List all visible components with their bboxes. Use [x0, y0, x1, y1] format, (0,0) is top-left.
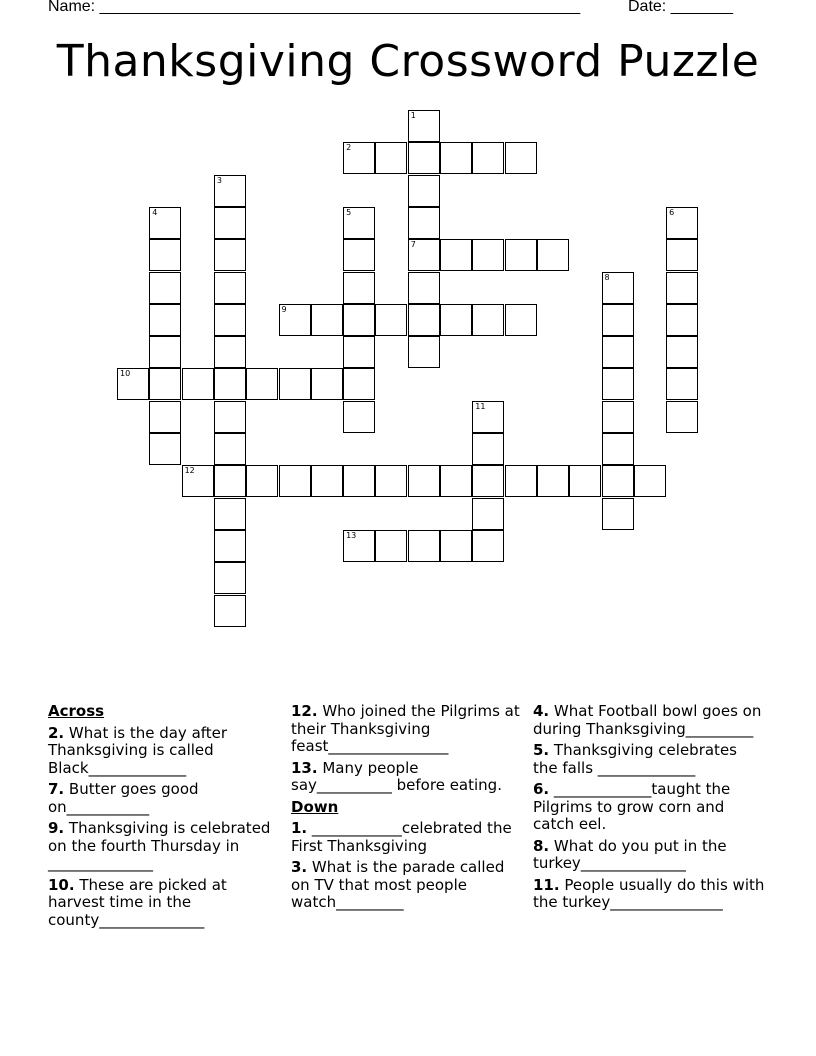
clue-down-4: 4. What Football bowl goes on during Thanksgiving_________: [533, 702, 762, 738]
grid-cell[interactable]: [214, 239, 246, 271]
grid-cell[interactable]: [505, 304, 537, 336]
grid-cell[interactable]: [472, 530, 504, 562]
grid-cell[interactable]: [408, 465, 440, 497]
grid-cell[interactable]: [537, 239, 569, 271]
grid-cell[interactable]: [472, 498, 504, 530]
grid-cell[interactable]: [375, 142, 407, 174]
grid-cell[interactable]: [214, 530, 246, 562]
grid-cell[interactable]: [311, 368, 343, 400]
grid-cell[interactable]: [214, 304, 246, 336]
page-title: Thanksgiving Crossword Puzzle: [56, 36, 760, 87]
grid-cell[interactable]: [343, 336, 375, 368]
grid-cell[interactable]: [440, 142, 472, 174]
clue-number: 8: [604, 272, 610, 282]
clues-column-3: [533, 703, 765, 916]
grid-cell[interactable]: [602, 272, 634, 304]
down-heading: Down: [291, 797, 339, 816]
grid-cell[interactable]: [149, 336, 181, 368]
grid-cell[interactable]: [343, 465, 375, 497]
grid-cell[interactable]: [182, 368, 214, 400]
grid-cell[interactable]: [472, 239, 504, 271]
grid-cell[interactable]: [279, 368, 311, 400]
grid-cell[interactable]: [408, 304, 440, 336]
grid-cell[interactable]: [634, 465, 666, 497]
grid-cell[interactable]: [440, 465, 472, 497]
clue-down-8: 8. What do you put in the turkey______________: [533, 836, 727, 872]
clue-down-1: 1. ____________celebrated the First Thanksgiving: [291, 819, 512, 855]
grid-cell[interactable]: [666, 272, 698, 304]
clue-down-11: 11. People usually do this with the turkey_______________: [533, 875, 765, 911]
grid-cell[interactable]: [214, 498, 246, 530]
grid-cell[interactable]: [602, 401, 634, 433]
grid-cell[interactable]: [602, 433, 634, 465]
grid-cell[interactable]: [214, 595, 246, 627]
clue-number: 5: [346, 207, 352, 217]
grid-cell[interactable]: [246, 465, 278, 497]
clue-across-10: 10. These are picked at harvest time in the county______________: [48, 875, 227, 929]
clues-column-2: [291, 703, 523, 916]
grid-cell[interactable]: [214, 433, 246, 465]
grid-cell[interactable]: [343, 401, 375, 433]
grid-cell[interactable]: [149, 401, 181, 433]
grid-cell[interactable]: [149, 368, 181, 400]
grid-cell[interactable]: [214, 401, 246, 433]
grid-cell[interactable]: [505, 142, 537, 174]
grid-cell[interactable]: [375, 530, 407, 562]
grid-cell[interactable]: [440, 239, 472, 271]
grid-cell[interactable]: [149, 239, 181, 271]
grid-cell[interactable]: [408, 530, 440, 562]
grid-cell[interactable]: [602, 304, 634, 336]
clue-number: 7: [410, 240, 416, 250]
grid-cell[interactable]: [408, 142, 440, 174]
clue-number: 4: [152, 207, 158, 217]
grid-cell[interactable]: [214, 562, 246, 594]
grid-cell[interactable]: [343, 239, 375, 271]
grid-cell[interactable]: [472, 465, 504, 497]
grid-cell[interactable]: [214, 336, 246, 368]
grid-cell[interactable]: [214, 368, 246, 400]
date-line[interactable]: Date: _______: [628, 0, 733, 15]
grid-cell[interactable]: [375, 304, 407, 336]
grid-cell[interactable]: [505, 239, 537, 271]
grid-cell[interactable]: [472, 433, 504, 465]
grid-cell[interactable]: [666, 336, 698, 368]
clue-number: 12: [184, 466, 195, 476]
grid-cell[interactable]: [117, 368, 149, 400]
grid-cell[interactable]: [214, 465, 246, 497]
grid-cell[interactable]: [149, 207, 181, 239]
clue-number: 2: [346, 143, 352, 153]
grid-cell[interactable]: [602, 498, 634, 530]
clue-across-2: 2. What is the day after Thanksgiving is called Black_____________: [48, 723, 228, 777]
grid-cell[interactable]: [343, 368, 375, 400]
grid-cell[interactable]: [375, 465, 407, 497]
grid-cell[interactable]: [246, 368, 278, 400]
grid-cell[interactable]: [408, 239, 440, 271]
grid-cell[interactable]: [343, 272, 375, 304]
grid-cell[interactable]: [214, 272, 246, 304]
grid-cell[interactable]: [214, 207, 246, 239]
clue-number: 1: [410, 111, 416, 120]
grid-cell[interactable]: [569, 465, 601, 497]
clues-column-1: [48, 703, 280, 933]
grid-cell[interactable]: [279, 465, 311, 497]
clue-number: 9: [281, 304, 287, 314]
grid-cell[interactable]: [343, 142, 375, 174]
grid-cell[interactable]: [311, 465, 343, 497]
grid-cell[interactable]: [472, 401, 504, 433]
clue-across-12: 12. Who joined the Pilgrims at their Thanksgiving feast________________: [291, 702, 520, 755]
clue-across-7: 7. Butter goes good on___________: [48, 780, 199, 816]
grid-cell[interactable]: [505, 465, 537, 497]
clue-number: 11: [475, 401, 486, 411]
grid-cell[interactable]: [440, 304, 472, 336]
grid-cell[interactable]: [408, 207, 440, 239]
clue-down-6: 6. _____________taught the Pilgrims to grow corn and catch eel.: [533, 780, 731, 833]
clue-number: 10: [120, 369, 131, 379]
grid-cell[interactable]: [214, 175, 246, 207]
clue-down-5: 5. Thanksgiving celebrates the falls _____________: [533, 741, 737, 777]
grid-cell[interactable]: [182, 465, 214, 497]
clue-across-9: 9. Thanksgiving is celebrated on the fourth Thursday in ______________: [48, 819, 271, 872]
grid-cell[interactable]: [343, 207, 375, 239]
grid-cell[interactable]: [408, 272, 440, 304]
grid-cell[interactable]: [472, 142, 504, 174]
across-heading: Across: [48, 702, 105, 720]
grid-cell[interactable]: [311, 304, 343, 336]
grid-cell[interactable]: [472, 304, 504, 336]
grid-cell[interactable]: [440, 530, 472, 562]
grid-cell[interactable]: [537, 465, 569, 497]
grid-cell[interactable]: [602, 465, 634, 497]
name-line[interactable]: Name: ______________________________________________________: [48, 0, 581, 15]
grid-cell[interactable]: [343, 304, 375, 336]
clue-number: 6: [669, 207, 675, 217]
grid-cell[interactable]: [279, 304, 311, 336]
grid-cell[interactable]: [666, 368, 698, 400]
grid-cell[interactable]: [408, 110, 440, 142]
grid-cell[interactable]: [602, 336, 634, 368]
grid-cell[interactable]: [343, 530, 375, 562]
grid-cell[interactable]: [149, 433, 181, 465]
clue-down-3: 3. What is the parade called on TV that most people watch_________: [291, 858, 505, 911]
grid-cell[interactable]: [149, 304, 181, 336]
grid-cell[interactable]: [666, 207, 698, 239]
grid-cell[interactable]: [666, 304, 698, 336]
grid-cell[interactable]: [408, 175, 440, 207]
clue-across-13: 13. Many people say__________ before eating.: [291, 758, 502, 794]
grid-cell[interactable]: [149, 272, 181, 304]
clue-number: 13: [346, 530, 357, 540]
grid-cell[interactable]: [602, 368, 634, 400]
grid-cell[interactable]: [666, 401, 698, 433]
clue-number: 3: [216, 175, 222, 185]
grid-cell[interactable]: [408, 336, 440, 368]
grid-cell[interactable]: [666, 239, 698, 271]
